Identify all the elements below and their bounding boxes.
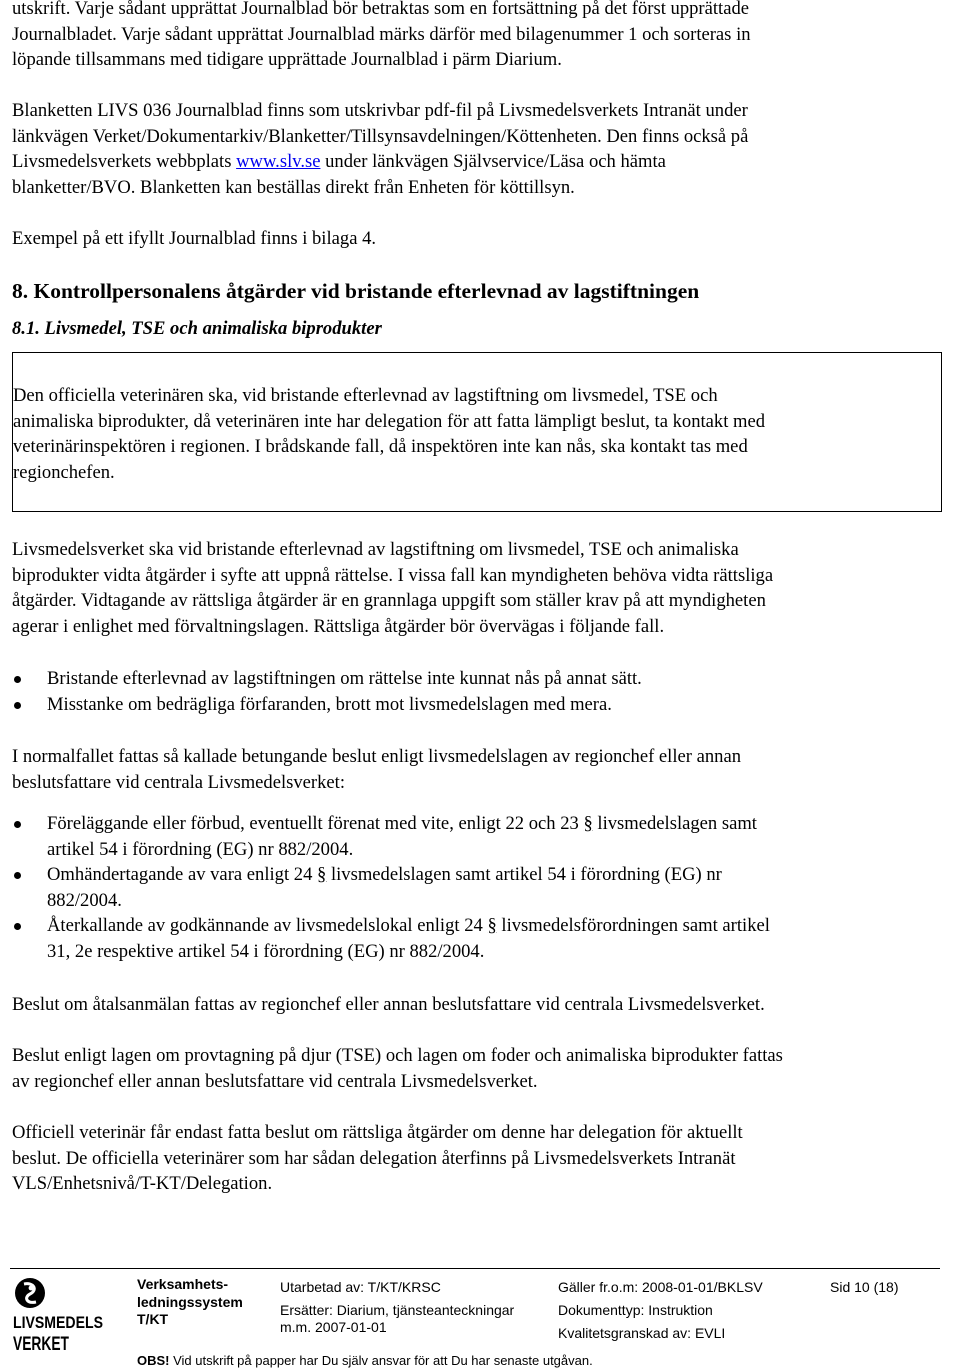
section-sign: § bbox=[317, 864, 327, 885]
text-line: utskrift. Varje sådant upprättat Journalblad bör betraktas som en fortsättning på det först upprättade bbox=[12, 0, 750, 19]
text-segment: 31, 2e respektive artikel 54 i förordning (EG) nr 882/2004. bbox=[47, 940, 485, 962]
list-item-text: Misstanke om bedrägliga förfaranden, brott mot livsmedelslagen med mera. bbox=[47, 693, 612, 715]
text-segment: under länkvägen Självservice/Läsa och hämta bbox=[320, 151, 666, 172]
footer-text: ledningssystem bbox=[137, 1293, 243, 1310]
text-segment: Föreläggande eller förbud, eventuellt förenat med vite, enligt 22 och 23 bbox=[47, 813, 584, 834]
text-segment: Livsmedelsverkets webbplats bbox=[12, 151, 237, 172]
text-segment: Återkallande av godkännande av livsmedelslokal enligt 24 bbox=[47, 915, 488, 936]
text-segment: 882/2004. bbox=[47, 889, 122, 911]
livsmedelsverket-logo bbox=[12, 1276, 112, 1356]
bullet-icon bbox=[14, 872, 21, 879]
blankett-paragraph bbox=[12, 98, 932, 200]
text-line: VLS/Enhetsnivå/T-KT/Delegation. bbox=[12, 1173, 273, 1194]
legal-action-list bbox=[12, 666, 932, 717]
boxed-note bbox=[12, 352, 942, 512]
list-item bbox=[12, 692, 932, 718]
text-line: Den officiella veterinären ska, vid bristande efterlevnad av lagstiftning om livsmedel, TSE och bbox=[13, 385, 718, 406]
decision-paragraph bbox=[12, 744, 932, 795]
list-item bbox=[12, 862, 932, 913]
measures-paragraph bbox=[12, 537, 932, 639]
text-line: Beslut enligt lagen om provtagning på djur (TSE) och lagen om foder och animaliska biprodukter fattas bbox=[12, 1045, 783, 1066]
logo-emblem-icon bbox=[12, 1276, 112, 1356]
slv-website-link[interactable]: www.slv.se bbox=[236, 151, 321, 172]
footer-text: Verksamhets- bbox=[137, 1276, 229, 1292]
text-segment: artikel 54 i förordning (EG) nr 882/2004. bbox=[47, 838, 354, 860]
bullet-icon bbox=[14, 821, 21, 828]
text-line: blanketter/BVO. Blanketten kan beställas direkt från Enheten för köttillsyn. bbox=[12, 176, 575, 198]
text-line: Blanketten LIVS 036 Journalblad finns som utskrivbar pdf-fil på Livsmedelsverkets Intranät under bbox=[12, 100, 748, 121]
bullet-icon bbox=[14, 676, 21, 683]
logo-text-line: LIVSMEDELS bbox=[13, 1313, 103, 1332]
text-line: Officiell veterinär får endast fatta beslut om rättsliga åtgärder om denne har delegation för aktuellt bbox=[12, 1122, 743, 1143]
decision-list bbox=[12, 811, 932, 964]
bullet-icon bbox=[14, 702, 21, 709]
prosecution-paragraph: Beslut om åtalsanmälan fattas av regionchef eller annan beslutsfattare vid centrala Livsmedelsverket. bbox=[12, 994, 765, 1015]
page-number: Sid 10 (18) bbox=[830, 1279, 899, 1295]
text-segment: Omhändertagande av vara enligt 24 bbox=[47, 864, 318, 885]
print-warning-label: OBS! bbox=[137, 1353, 170, 1368]
footer-authoring-info bbox=[280, 1276, 514, 1339]
section-sign: § bbox=[487, 915, 497, 936]
boxed-note-text bbox=[13, 383, 929, 485]
section-sign: § bbox=[583, 813, 593, 834]
list-item bbox=[12, 666, 932, 692]
print-warning bbox=[137, 1353, 593, 1368]
footer-text: Kvalitetsgranskad av: EVLI bbox=[558, 1325, 726, 1341]
footer-text: T/KT bbox=[137, 1311, 169, 1327]
text-segment: livsmedelslagen samt artikel 54 i förordning (EG) nr bbox=[326, 864, 722, 885]
bullet-icon bbox=[14, 923, 21, 930]
list-item bbox=[12, 811, 932, 862]
list-item-text: Bristande efterlevnad av lagstiftningen om rättelse inte kunnat nås på annat sätt. bbox=[47, 668, 642, 689]
footer-text: Dokumenttyp: Instruktion bbox=[558, 1302, 713, 1318]
print-warning-text: Vid utskrift på papper har Du själv ansvar för att Du har senaste utgåvan. bbox=[169, 1353, 593, 1368]
footer-validity-info bbox=[558, 1276, 763, 1345]
tse-paragraph bbox=[12, 1043, 932, 1094]
text-line: löpande tillsammans med tidigare upprättade Journalblad i pärm Diarium. bbox=[12, 49, 562, 70]
exempel-paragraph: Exempel på ett ifyllt Journalblad finns i bilaga 4. bbox=[12, 228, 377, 249]
text-line: Livsmedelsverket ska vid bristande efterlevnad av lagstiftning om livsmedel, TSE och animaliska bbox=[12, 539, 739, 560]
delegation-paragraph bbox=[12, 1120, 932, 1197]
footer-text: Utarbetad av: T/KT/KRSC bbox=[280, 1279, 441, 1295]
footer-text: m.m. 2007-01-01 bbox=[280, 1319, 387, 1335]
section-heading-8: 8. Kontrollpersonalens åtgärder vid bristande efterlevnad av lagstiftningen bbox=[12, 279, 700, 303]
text-segment: livsmedelslagen samt bbox=[592, 813, 757, 834]
text-line: länkvägen Verket/Dokumentarkiv/Blanketter/Tillsynsavdelningen/Köttenheten. Den finns också på bbox=[12, 125, 749, 147]
footer-system-name bbox=[137, 1276, 243, 1329]
text-segment: livsmedelsförordningen samt artikel bbox=[496, 915, 770, 936]
text-line: Journalbladet. Varje sådant upprättat Journalblad märks därför med bilagenummer 1 och sorteras in bbox=[12, 23, 751, 45]
text-line: I normalfallet fattas så kallade betungande beslut enligt livsmedelslagen av regionchef eller annan bbox=[12, 746, 742, 767]
list-item bbox=[12, 913, 932, 964]
text-line: åtgärder. Vidtagande av rättsliga åtgärder är en grannlaga uppgift som ställer krav på att myndigheten bbox=[12, 590, 766, 611]
text-line: beslutsfattare vid centrala Livsmedelsverket: bbox=[12, 771, 346, 793]
page-footer bbox=[0, 1268, 960, 1372]
intro-paragraph bbox=[12, 0, 932, 73]
text-line: biprodukter vidta åtgärder i syfte att uppnå rättelse. I vissa fall kan myndigheten behöva vidta rättsliga bbox=[12, 564, 774, 586]
footer-text: Ersätter: Diarium, tjänsteanteckningar bbox=[280, 1302, 515, 1318]
text-line: beslut. De officiella veterinärer som har sådan delegation återfinns på Livsmedelsverkets Intranät bbox=[12, 1147, 736, 1169]
text-line: agerar i enlighet med förvaltningslagen. Rättsliga åtgärder bör övervägas i följande fall. bbox=[12, 615, 665, 637]
text-line: regionchefen. bbox=[13, 461, 115, 483]
text-line: animaliska biprodukter, då veterinären inte har delegation för att fatta lämpligt beslut, ta kontakt med bbox=[13, 410, 766, 432]
text-line: veterinärinspektören i regionen. I brådskande fall, då inspektören inte kan nås, ska kontakt tas med bbox=[13, 436, 748, 457]
text-line: av regionchef eller annan beslutsfattare vid centrala Livsmedelsverket. bbox=[12, 1070, 538, 1092]
text-line bbox=[12, 149, 932, 175]
subsection-heading-8-1: 8.1. Livsmedel, TSE och animaliska biprodukter bbox=[12, 318, 382, 339]
footer-divider bbox=[10, 1268, 940, 1269]
logo-text-line: VERKET bbox=[13, 1334, 70, 1355]
footer-text: Gäller fr.o.m: 2008-01-01/BKLSV bbox=[558, 1279, 763, 1295]
